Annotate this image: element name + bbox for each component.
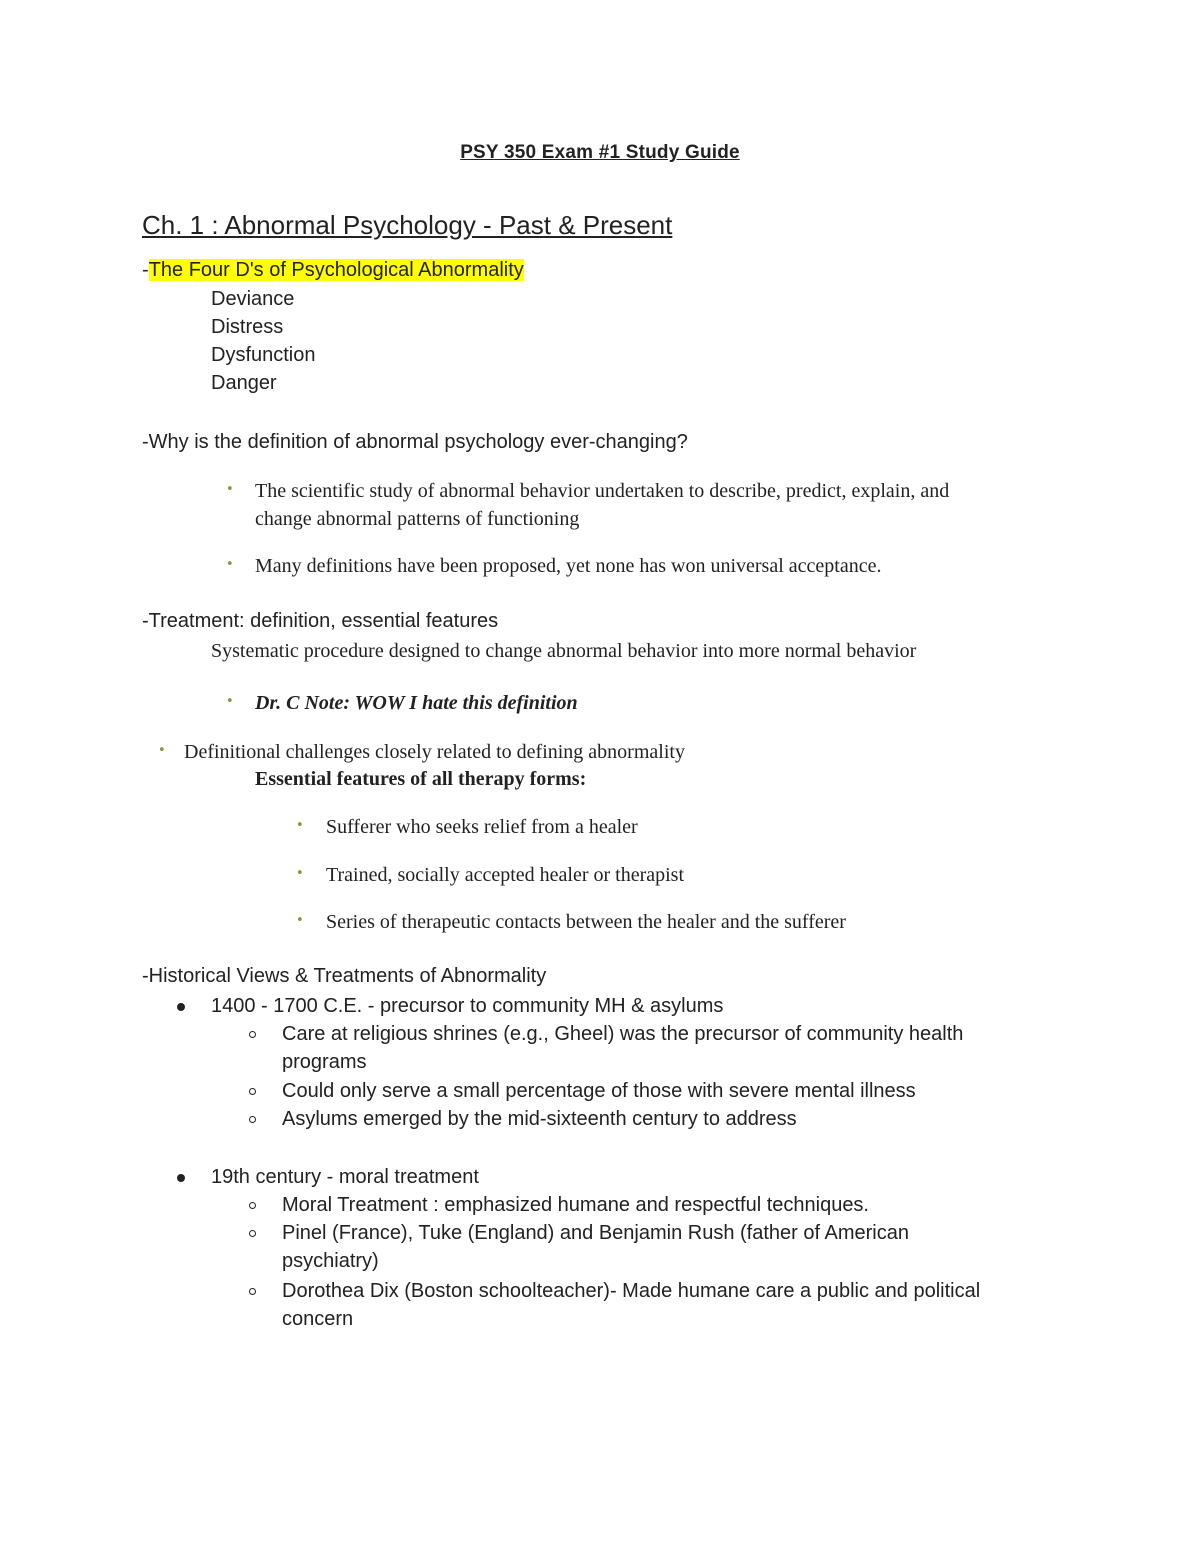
four-ds-heading (142, 256, 524, 284)
challenges-text: Definitional challenges closely related to defining abnormality (184, 741, 685, 763)
treatment-heading: -Treatment: definition, essential features (142, 610, 499, 632)
circle-bullet-icon (249, 1116, 256, 1123)
period-subitem: programs (282, 1051, 367, 1073)
why-bullet-line: change abnormal patterns of functioning (255, 508, 580, 530)
disc-bullet-icon (177, 1003, 185, 1011)
bullet-icon: • (296, 818, 304, 833)
circle-bullet-icon (249, 1088, 256, 1095)
feature-item: Trained, socially accepted healer or therapist (326, 864, 685, 886)
bullet-icon: • (226, 557, 234, 572)
circle-bullet-icon (249, 1202, 256, 1209)
instructor-note: Dr. C Note: WOW I hate this definition (255, 692, 578, 714)
treatment-definition: Systematic procedure designed to change abnormal behavior into more normal behavior (211, 640, 917, 662)
heading-prefix: - (142, 259, 149, 281)
period-subitem: Dorothea Dix (Boston schoolteacher)- Made humane care a public and political (282, 1280, 981, 1302)
bullet-icon: • (296, 913, 304, 928)
period-subitem: psychiatry) (282, 1250, 379, 1272)
period-subitem: Could only serve a small percentage of those with severe mental illness (282, 1080, 916, 1102)
four-ds-item: Deviance (211, 288, 295, 310)
period-label: 1400 - 1700 C.E. - precursor to community MH & asylums (211, 995, 724, 1017)
circle-bullet-icon (249, 1031, 256, 1038)
feature-item: Series of therapeutic contacts between the healer and the sufferer (326, 911, 846, 933)
why-bullet: Many definitions have been proposed, yet none has won universal acceptance. (255, 555, 882, 577)
period-subitem: concern (282, 1308, 354, 1330)
circle-bullet-icon (249, 1288, 256, 1295)
bullet-icon: • (296, 866, 304, 881)
history-heading: -Historical Views & Treatments of Abnormality (142, 965, 547, 987)
period-subitem: Moral Treatment : emphasized humane and respectful techniques. (282, 1194, 869, 1216)
four-ds-item: Distress (211, 316, 284, 338)
period-subitem: Care at religious shrines (e.g., Gheel) was the precursor of community health (282, 1023, 964, 1045)
bullet-icon: • (226, 482, 234, 497)
disc-bullet-icon (177, 1174, 185, 1182)
four-ds-item: Danger (211, 372, 277, 394)
why-heading: -Why is the definition of abnormal psychology ever-changing? (142, 431, 688, 453)
chapter-heading: Ch. 1 : Abnormal Psychology - Past & Present (142, 210, 673, 240)
period-subitem: Pinel (France), Tuke (England) and Benjamin Rush (father of American (282, 1222, 909, 1244)
why-bullet-line: The scientific study of abnormal behavior undertaken to describe, predict, explain, and (255, 480, 950, 502)
bullet-icon: • (226, 694, 234, 709)
features-heading: Essential features of all therapy forms: (255, 768, 587, 790)
period-subitem: Asylums emerged by the mid-sixteenth century to address (282, 1108, 797, 1130)
page-title: PSY 350 Exam #1 Study Guide (460, 142, 740, 163)
highlighted-heading: The Four D's of Psychological Abnormality (148, 259, 524, 281)
circle-bullet-icon (249, 1230, 256, 1237)
bullet-icon: • (158, 743, 166, 758)
feature-item: Sufferer who seeks relief from a healer (326, 816, 638, 838)
four-ds-item: Dysfunction (211, 344, 316, 366)
period-label: 19th century - moral treatment (211, 1166, 479, 1188)
